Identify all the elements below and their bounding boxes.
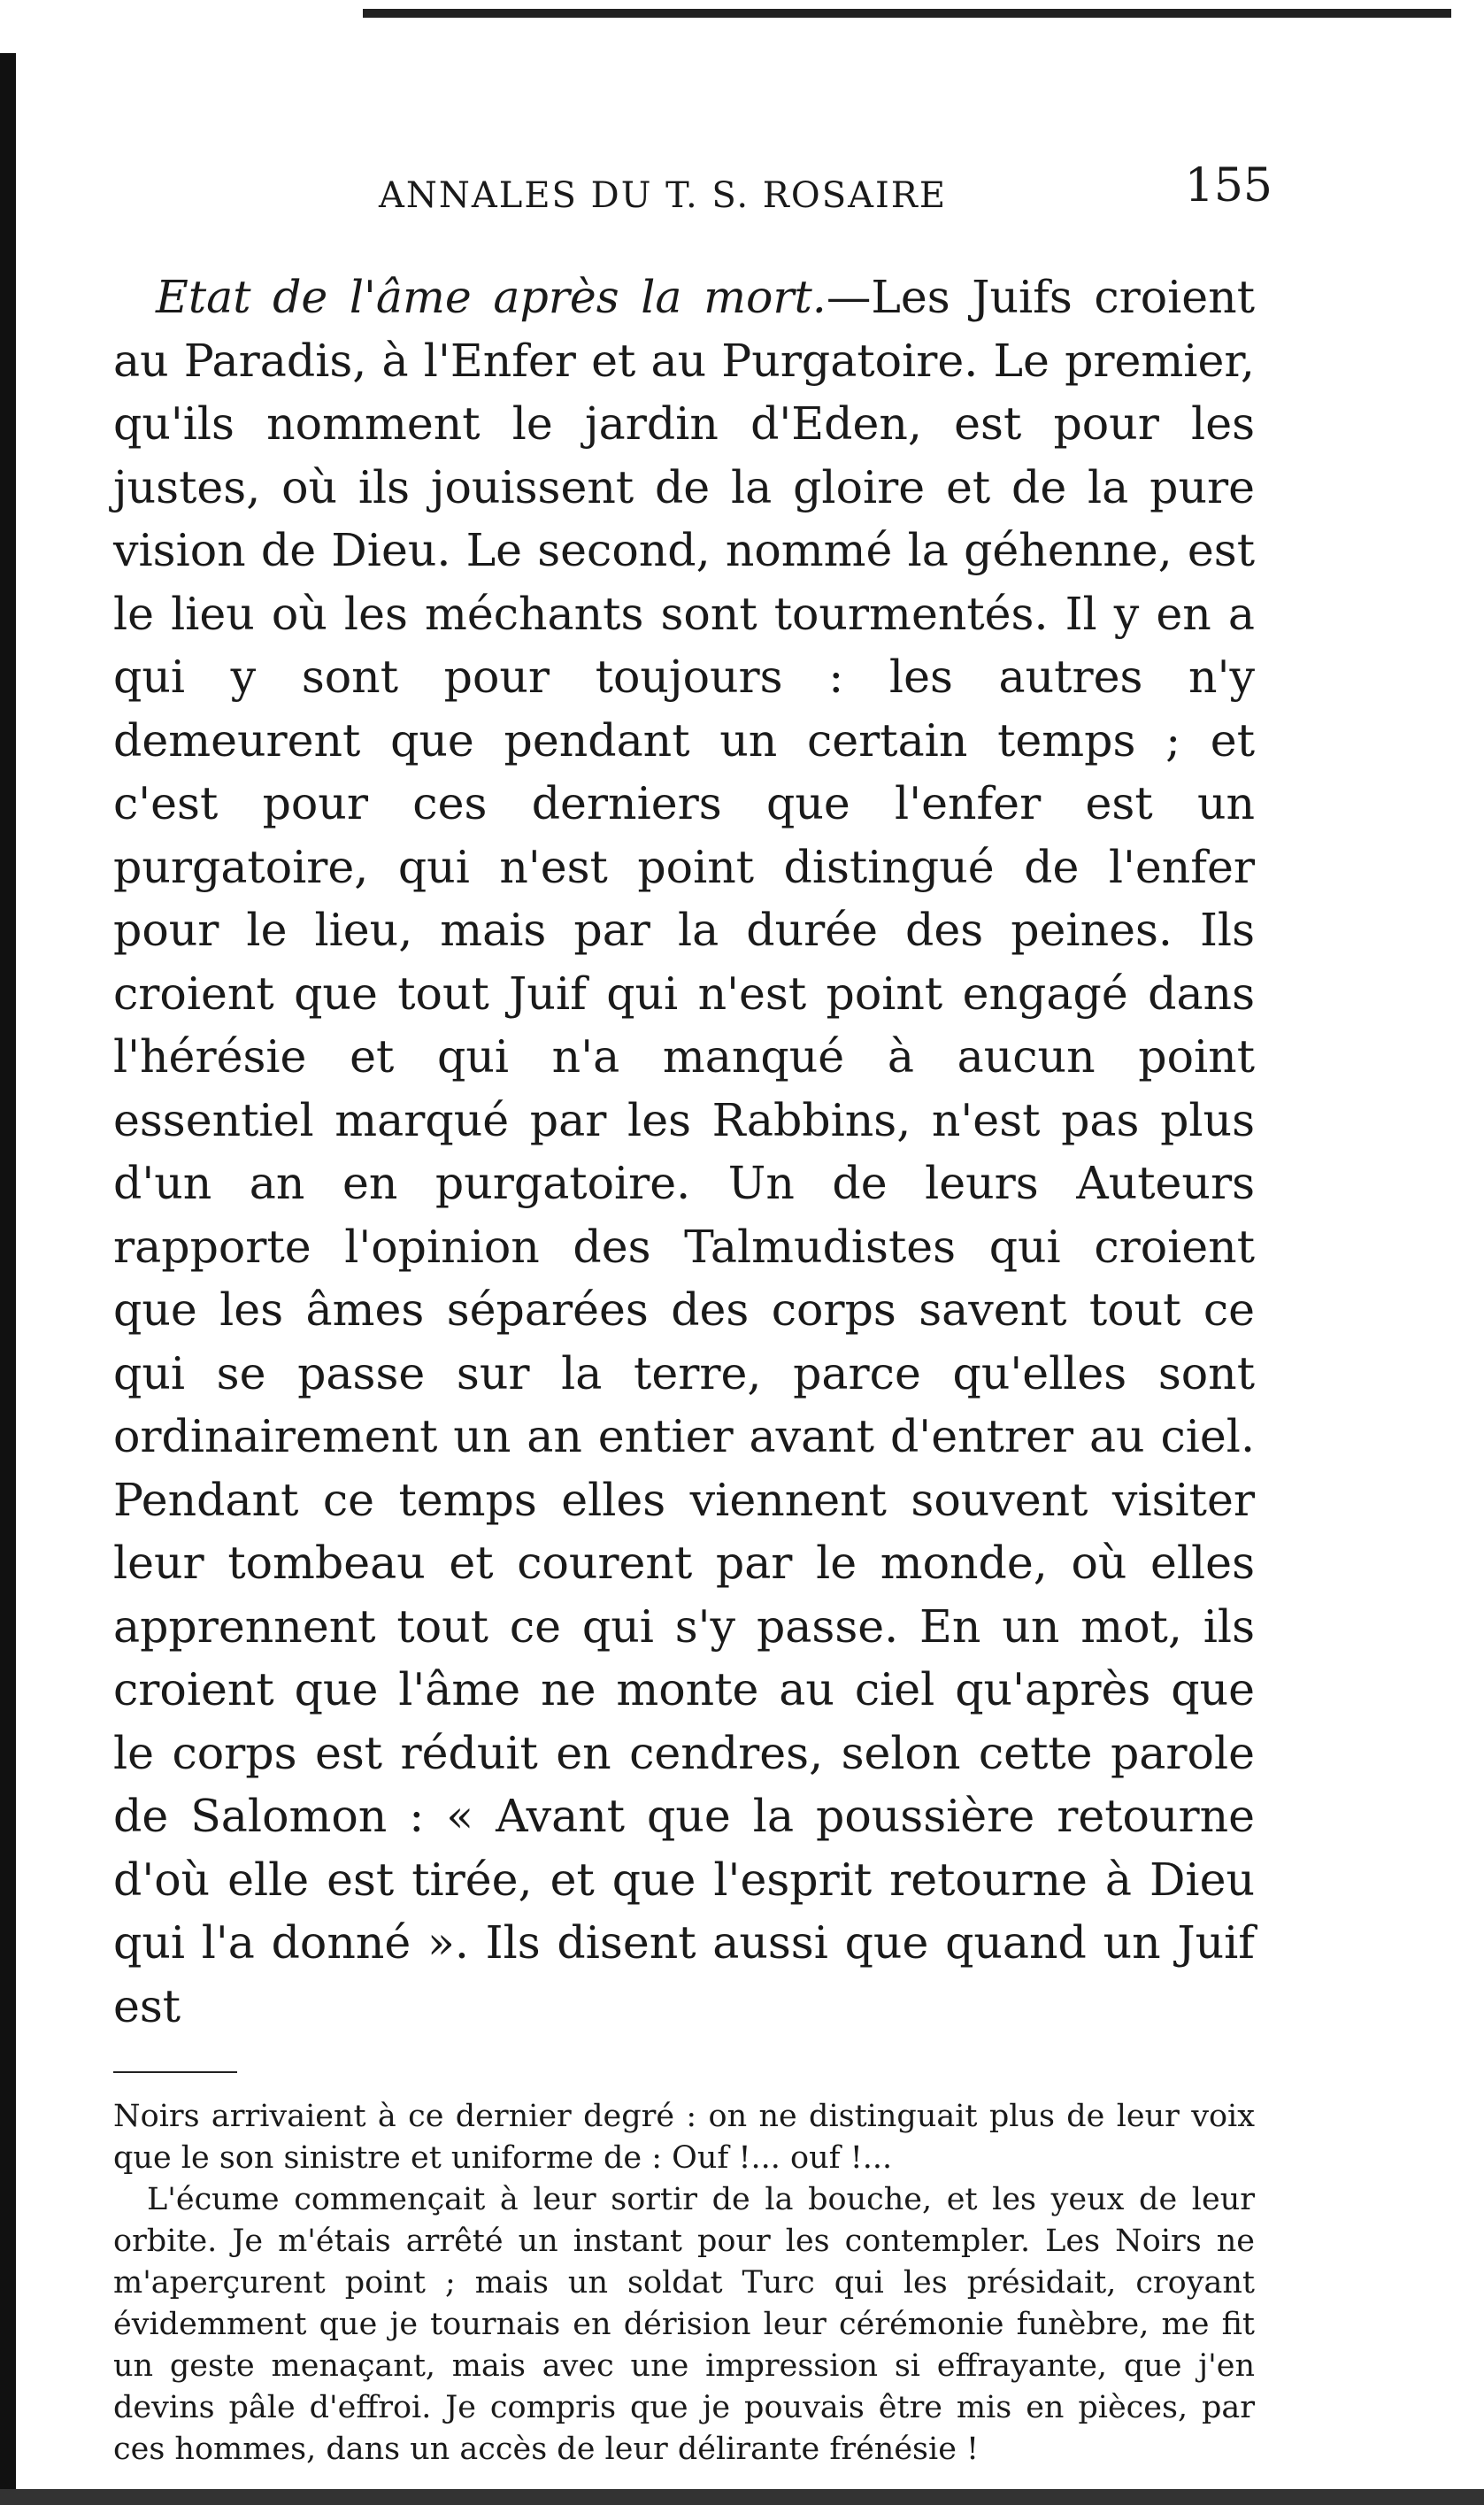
- book-page: [113, 159, 1273, 2470]
- main-paragraph: [113, 266, 1255, 2038]
- running-title: ANNALES DU T. S. ROSAIRE: [379, 175, 948, 216]
- footnote-paragraph-2: L'écume commençait à leur sortir de la bouche, et les yeux de leur orbite. Je m'étais arrêté un instant pour les contempler. Les Noirs ne m'aperçurent point ; mais un soldat Turc qui les présidait, croyant évidemment que je tournais en dérision leur cérémonie funèbre, me fit un geste menaçant, mais avec une impression si effrayante, que j'en devins pâle d'effroi. Je compris que je pouvais être mis en pièces, par ces hommes, dans un accès de leur délirante frénésie !: [113, 2182, 1255, 2467]
- paragraph-text: —Les Juifs croient au Paradis, à l'Enfer et au Purgatoire. Le premier, qu'ils nomment le jardin d'Eden, est pour les justes, où ils jouissent de la gloire et de la pure vision de Dieu. Le second, nommé la géhenne, est le lieu où les méchants sont tourmentés. Il y en a qui y sont pour toujours : les autres n'y demeurent que pendant un certain temps ; et c'est pour ces derniers que l'enfer est un purgatoire, qui n'est point distingué de l'enfer pour le lieu, mais par la durée des peines. Ils croient que tout Juif qui n'est point engagé dans l'hérésie et qui n'a manqué à aucun point essentiel marqué par les Rabbins, n'est pas plus d'un an en purgatoire. Un de leurs Auteurs rapporte l'opinion des Talmudistes qui croient que les âmes séparées des corps savent tout ce qui se passe sur la terre, parce qu'elles sont ordinairement un an entier avant d'entrer au ciel. Pendant ce temps elles viennent souvent visiter leur tombeau et courent par le monde, où elles apprennent tout ce qui s'y passe. En un mot, ils croient que l'âme ne monte au ciel qu'après que le corps est réduit en cendres, selon cette parole de Salomon : « Avant que la poussière retourne d'où elle est tirée, et que l'esprit retourne à Dieu qui l'a donné ». Ils disent aussi que quand un Juif est: [113, 271, 1256, 2032]
- scan-border-top: [363, 9, 1451, 18]
- footnote-paragraph-1: Noirs arrivaient à ce dernier degré : on ne distinguait plus de leur voix que le son sinistre et uniforme de : Ouf !... ouf !...: [113, 2099, 1255, 2176]
- section-heading-italic: Etat de l'âme après la mort.: [156, 271, 827, 323]
- page-number: 155: [1184, 159, 1273, 212]
- scan-border-left: [0, 53, 16, 2505]
- scan-border-bottom: [0, 2489, 1484, 2505]
- main-text: [113, 266, 1255, 2038]
- footnote-rule: [113, 2071, 237, 2073]
- footnote: [113, 2096, 1255, 2470]
- page-header: [113, 159, 1273, 266]
